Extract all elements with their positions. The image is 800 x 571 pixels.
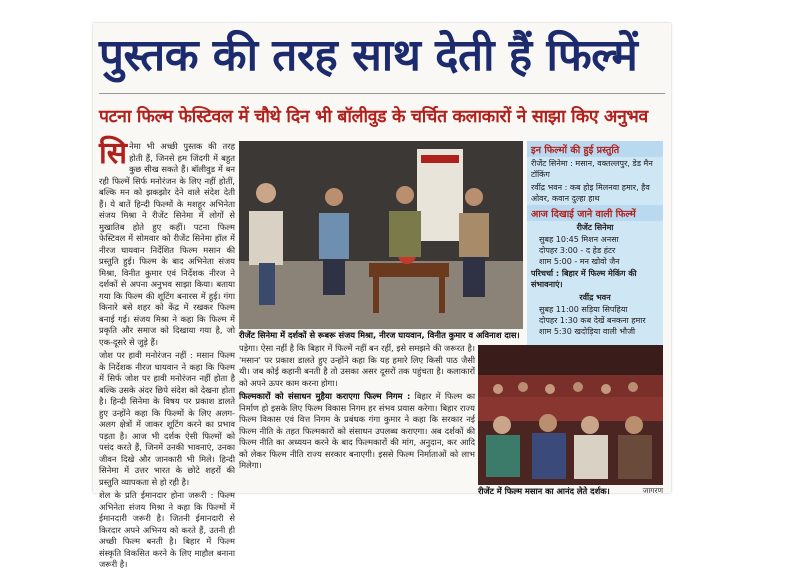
sidebar-heading: आज दिखाई जाने वाली फिल्में bbox=[527, 205, 663, 221]
schedule-item: शाम 5:30 खदोड़िया वाली भौजी bbox=[539, 327, 636, 336]
photo-caption: रीजेंट में फिल्म मसान का आनंद लेते दर्शक। bbox=[478, 486, 610, 496]
divider bbox=[99, 93, 665, 94]
body-paragraph: नेमा भी अच्छी पुस्तक की तरह होती हैं, जिनसे हम जिंदगी में बहुत कुछ सीख सकते हैं। बॉलीवुड में बन रही फिल्में सिर्फ मनोरंजन के लिए नहीं होतीं, बल्कि मन को झकझोर देने वाले संदेश देती हैं। ये बातें हिन्दी फिल्मों के मशहूर अभिनेता संजय मिश्रा ने रीजेंट सिनेमा में लोगों से मुखातिब होते हुए कहीं। पटना फिल्म फेस्टिवल में सोमवार को रीजेंट सिनेमा हॉल में नीरज घायवान निर्देशित फिल्म मसान की प्रस्तुति हुई। फिल्म के बाद अभिनेता संजय मिश्रा, विनीत कुमार एवं निर्देशक नीरज ने दर्शकों से अपना अनुभव साझा किया। बताया गया कि फिल्म की शूटिंग बनारस में हुई। गंगा किनारे बसे शहर को केंद्र में रखकर फिल्म बनाई गई। संजय मिश्रा ने कहा कि फिल्म में प्रकृति और समाज को दिखाया गया है, जो एक-दूसरे से जुड़े हैं। bbox=[99, 141, 235, 347]
article-body bbox=[99, 136, 235, 569]
newspaper-clipping bbox=[93, 23, 671, 569]
body-paragraph: पड़ेगा। ऐसा नहीं है कि बिहार में फिल्में नहीं बन रहीं, इसे समझने की जरूरत है। 'मसान' पर प्रकाश डालते हुए उन्होंने कहा कि यह हमारे लिए किसी पाठ जैसी थी। जब कोई कहानी बनती है तो उसका असर दूसरों तक पहुंचता है। कलाकारों को अपने ऊपर काम करना होगा। bbox=[239, 343, 475, 388]
photo-credit: जागरण bbox=[642, 486, 663, 495]
photo-audience bbox=[478, 345, 663, 485]
sidebar-box bbox=[527, 141, 663, 345]
article-continuation bbox=[239, 343, 475, 487]
schedule-item: शाम 5:00 - मन खोवो जैन bbox=[539, 257, 620, 266]
drop-cap: सि bbox=[99, 136, 128, 171]
body-paragraph: शेल के प्रति ईमानदार होना जरूरी : फिल्म अभिनेता संजय मिश्रा ने कहा कि फिल्मों में ईमानदारी जरूरी है। जितनी ईमानदारी से किरदार अपने अभिनय को करते हैं, उतनी ही अच्छी फिल्म बनती है। बिहार में फिल्म संस्कृति विकसित करने के लिए माहौल बनाना जरूरी है। bbox=[99, 490, 235, 569]
schedule-item: सुबह 11:00 सड़िया सिपहिया bbox=[539, 305, 628, 314]
section-text: बिहार में फिल्म का निर्माण हो इसके लिए फिल्म विकास निगम हर संभव प्रयास करेगा। बिहार राज्य फिल्म विकास एवं वित्त निगम के प्रबंधक गंगा कुमार ने कहा कि सरकार नई फिल्म नीति के तहत फिल्मकारों को संसाधन उपलब्ध कराएगा। अब दर्शकों की फिल्म नीति का अध्ययन करने के बाद फिल्मकारों की मांग, अनुदान, कर आदि को लेकर फिल्म नीति राज्य सरकार बनाएगी। इससे फिल्म निर्माताओं को लाभ मिलेगा। bbox=[239, 391, 475, 470]
sidebar-heading: इन फिल्मों की हुई प्रस्तुति bbox=[527, 141, 663, 157]
section-subhead: फिल्मकारों को संसाधन मुहैया कराएगा फिल्म निगम : bbox=[239, 391, 411, 401]
schedule-item: दोपहर 1:30 कब देखें बनकना हमार bbox=[539, 316, 646, 325]
body-paragraph: जोश पर हावी मनोरंजन नहीं : मसान फिल्म के निर्देशक नीरज घायवान ने कहा कि फिल्म में सिर्फ जोश पर हावी मनोरंजन नहीं होता है बल्कि उसके अंदर छिपे संदेश को देखना होता है। हिन्दी सिनेमा के विषय पर प्रकाश डालते हुए उन्होंने कहा कि फिल्मों के लिए अलग-अलग क्षेत्रों में जाकर शूटिंग करने का प्रभाव पड़ता है। आज भी दर्शक ऐसी फिल्मों को पसंद करते हैं, जिनमें उनकी भावनाएं, उनका जीवन दिखे और जानकारी भी मिले। हिन्दी सिनेमा में उत्तर भारत के छोटे शहरों की प्रस्तुति व्यापकता से हो रही है। bbox=[99, 350, 235, 487]
schedule-item: सुबह 10:45 मिशन अनसा bbox=[539, 235, 619, 244]
schedule-item: दोपहर 3:00 - द हेड हंटर bbox=[539, 246, 616, 255]
headline: पुस्तक की तरह साथ देती हैं फिल्में bbox=[99, 30, 638, 81]
photo-panel-discussion bbox=[239, 141, 523, 329]
sidebar-line: रवींद्र भवन : कब होइ मिलनवा हमार, हैव ओवर, कवान दुल्हा हाथ bbox=[531, 183, 650, 203]
sidebar-note: परिचर्चा : बिहार में फिल्म मेकिंग की संभावनाएं। bbox=[531, 269, 637, 289]
sidebar-line: रीजेंट सिनेमा : मसान, वक्तल्लपुर, डेड मैन टॉकिंग bbox=[531, 159, 653, 179]
photo-caption: रीजेंट सिनेमा में दर्शकों से रूबरू संजय मिश्रा, नीरज घायवान, विनीत कुमार व अविनाश दास। bbox=[239, 330, 520, 340]
body-paragraph bbox=[239, 391, 475, 472]
deck-subheadline: पटना फिल्म फेस्टिवल में चौथे दिन भी बॉलीवुड के चर्चित कलाकारों ने साझा किए अनुभव bbox=[99, 107, 648, 127]
venue-label: रीजेंट सिनेमा bbox=[576, 223, 614, 232]
venue-label: रवींद्र भवन bbox=[579, 293, 611, 302]
